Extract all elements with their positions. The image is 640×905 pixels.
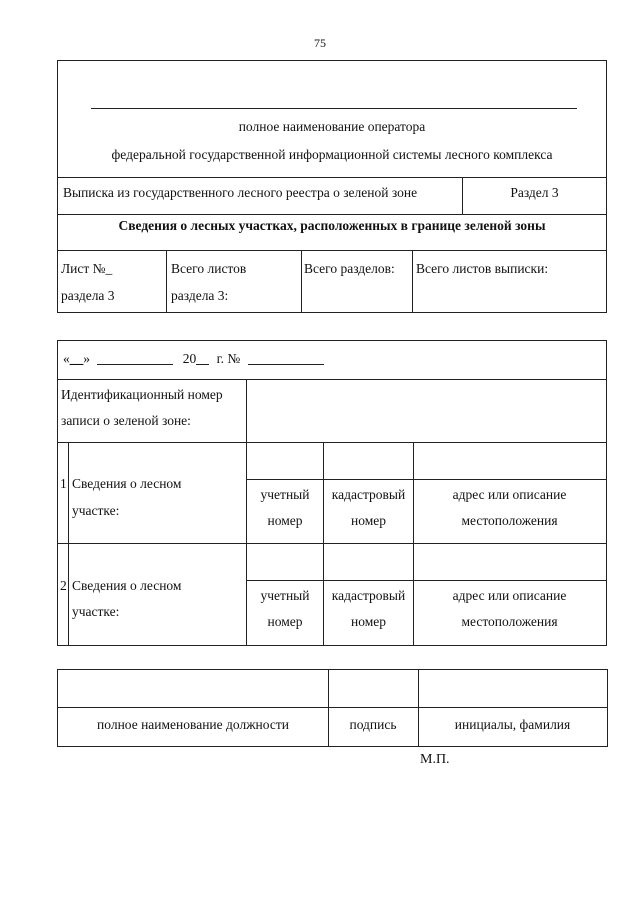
- row-number-2: 2: [60, 578, 67, 593]
- sheet-number-label-line1: Лист №_: [61, 261, 113, 276]
- date-open-quote: «: [63, 351, 70, 366]
- account-number-caption-1-line1: учетный: [260, 487, 310, 502]
- address-caption-1-line2: местоположения: [461, 513, 558, 528]
- record-number-label: г. №: [216, 351, 241, 366]
- position-caption: полное наименование должности: [97, 717, 289, 732]
- record-number-blank: [248, 364, 324, 365]
- divider: [166, 250, 167, 313]
- divider: [412, 250, 413, 313]
- parcel-label-2-line2: участке:: [72, 604, 120, 619]
- cadastral-number-caption-1-line1: кадастровый: [331, 487, 406, 502]
- record-id-label-line1: Идентификационный номер: [61, 387, 223, 402]
- address-caption-2-line2: местоположения: [461, 614, 558, 629]
- total-extract-sheets-label: Всего листов выписки:: [416, 261, 549, 276]
- divider: [58, 177, 606, 178]
- sheet-number-label-line2: раздела 3: [61, 288, 115, 303]
- date-year-prefix: 20: [182, 351, 197, 366]
- address-caption-1-line1: адрес или описание: [452, 487, 567, 502]
- divider: [58, 442, 606, 443]
- date-day-blank: __: [69, 351, 84, 366]
- operator-name-line: [91, 108, 577, 109]
- divider: [301, 250, 302, 313]
- extract-title: Выписка из государственного лесного реестра о зеленой зоне: [63, 185, 418, 200]
- divider: [58, 707, 607, 708]
- total-sections-label: Всего разделов:: [304, 261, 395, 276]
- signature-block: [57, 669, 608, 747]
- account-number-caption-2-line1: учетный: [260, 588, 310, 603]
- operator-caption-line2: федеральной государственной информационной системы лесного комплекса: [111, 147, 553, 162]
- parcel-label-1-line1: Сведения о лесном: [72, 476, 182, 491]
- divider: [58, 379, 606, 380]
- total-sheets-label-line1: Всего листов: [171, 261, 247, 276]
- signature-caption: подпись: [349, 717, 397, 732]
- record-id-label-line2: записи о зеленой зоне:: [61, 413, 191, 428]
- section-title: Сведения о лесных участках, расположенных в границе зеленой зоны: [118, 218, 546, 233]
- cadastral-number-caption-2-line2: номер: [350, 614, 386, 629]
- total-sheets-label-line2: раздела 3:: [171, 288, 229, 303]
- account-number-caption-1-line2: номер: [267, 513, 303, 528]
- date-close-quote: »: [83, 351, 90, 366]
- extract-header: [57, 60, 607, 313]
- cadastral-number-caption-1-line2: номер: [350, 513, 386, 528]
- operator-caption-line1: полное наименование оператора: [238, 119, 426, 134]
- divider: [58, 543, 606, 544]
- divider: [58, 214, 606, 215]
- account-number-caption-2-line2: номер: [267, 614, 303, 629]
- divider: [68, 543, 69, 645]
- divider: [246, 479, 606, 480]
- row-number-1: 1: [60, 476, 67, 491]
- parcel-label-2-line1: Сведения о лесном: [72, 578, 182, 593]
- stamp-mark: М.П.: [420, 752, 450, 767]
- record-date-line: [63, 346, 324, 372]
- date-month-blank: [97, 364, 173, 365]
- divider: [68, 442, 69, 543]
- records-table: [57, 340, 607, 646]
- divider: [58, 250, 606, 251]
- parcel-label-1-line2: участке:: [72, 503, 120, 518]
- name-caption: инициалы, фамилия: [454, 717, 571, 732]
- divider: [246, 580, 606, 581]
- cadastral-number-caption-2-line1: кадастровый: [331, 588, 406, 603]
- section-label: Раздел 3: [510, 185, 559, 200]
- page-number: 75: [314, 36, 326, 50]
- date-year-blank: [196, 364, 209, 365]
- address-caption-2-line1: адрес или описание: [452, 588, 567, 603]
